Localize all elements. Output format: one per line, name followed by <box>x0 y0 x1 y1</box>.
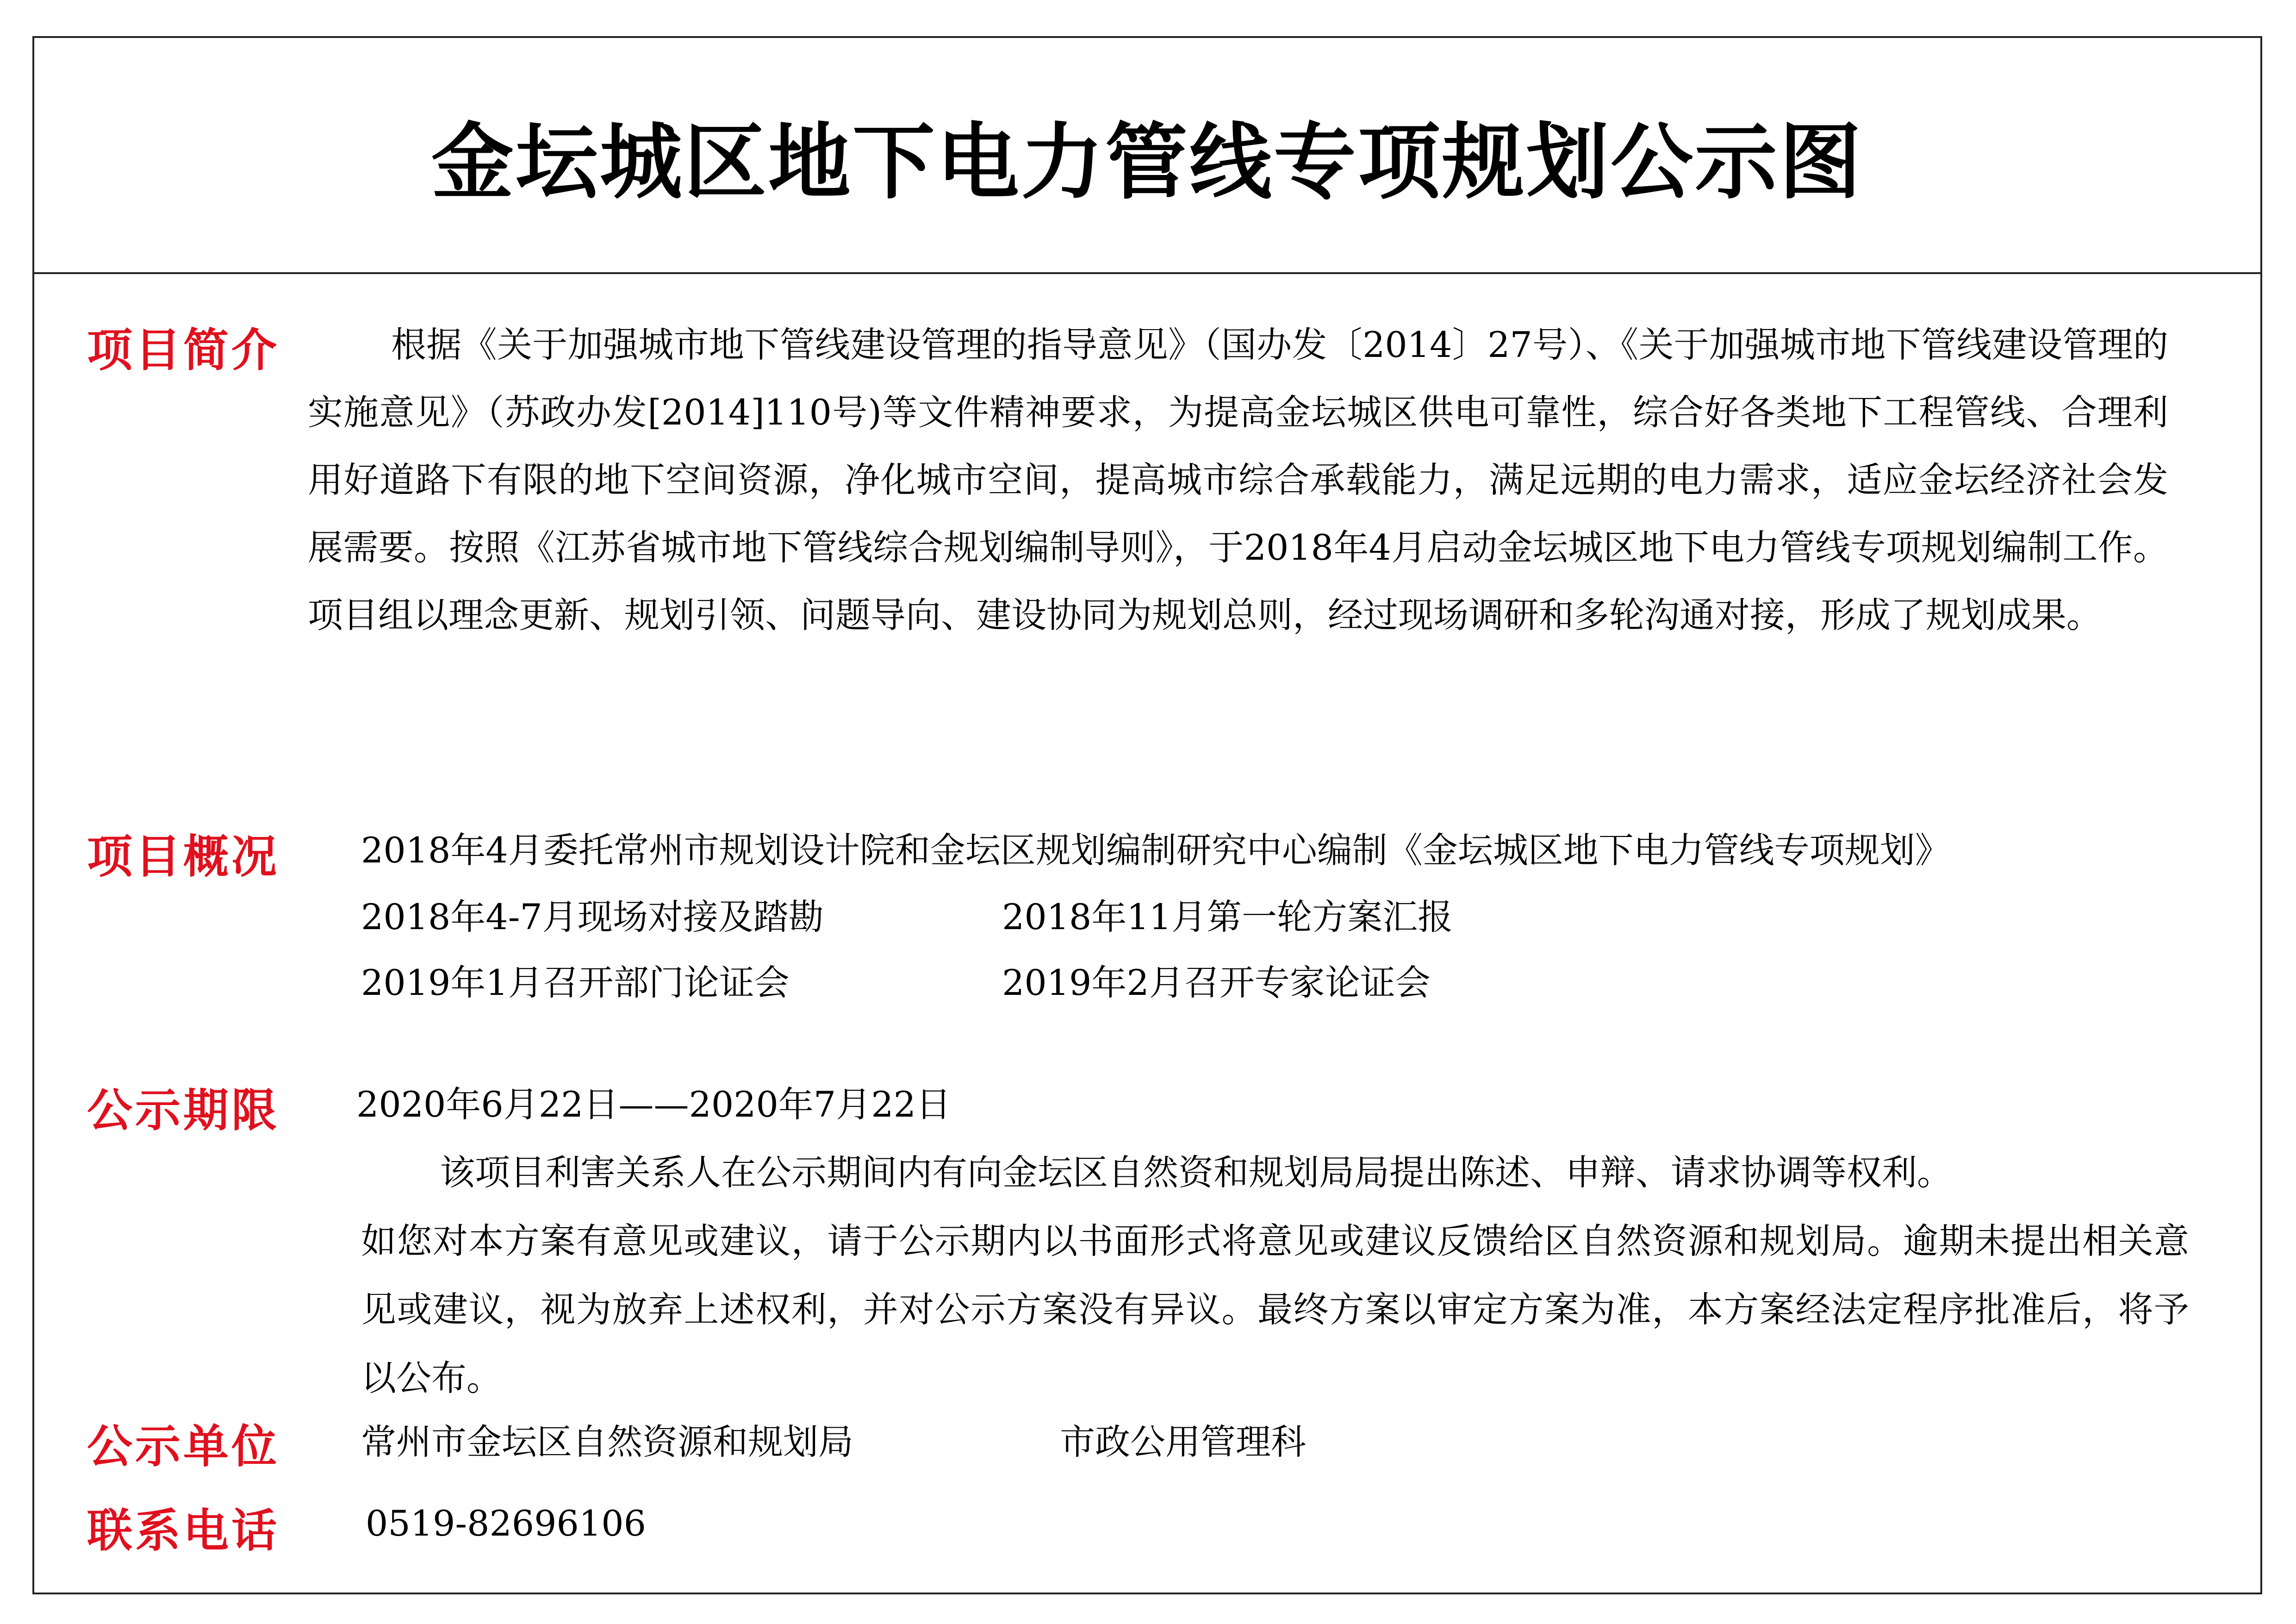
intro-label: 项目简介 <box>87 324 280 377</box>
overview-item: 2018年11月第一轮方案汇报 <box>1002 896 1453 937</box>
overview-item: 2018年4-7月现场对接及踏勘 <box>361 896 824 937</box>
period-notice-rest: 如您对本方案有意见或建议，请于公示期内以书面形式将意见或建议反馈给区自然资源和规划局。逾期未提出相关意见或建议，视为放弃上述权利，并对公示方案没有异议。最终方案以审定方案为准，本方案经法定程序批准后，将予以公布。 <box>361 1220 2189 1399</box>
period-notice-first: 该项目利害关系人在公示期间内有向金坛区自然资和规划局局提出陈述、申辩、请求协调等权利。 <box>440 1152 1952 1193</box>
unit-dept: 市政公用管理科 <box>1060 1421 1306 1462</box>
overview-item: 2019年2月召开专家论证会 <box>1002 962 1431 1003</box>
overview-label: 项目概况 <box>87 831 280 883</box>
overview-item: 2019年1月召开部门论证会 <box>361 962 790 1003</box>
unit-org: 常州市金坛区自然资源和规划局 <box>361 1421 853 1462</box>
intro-paragraph: 根据《关于加强城市地下管线建设管理的指导意见》（国办发〔2014〕27号）、《关于加强城市地下管线建设管理的实施意见》（苏政办发[2014]110号)等文件精神要求，为提高金坛城区供电可靠性，综合好各类地下工程管线、合理利用好道路下有限的地下空间资源，净化城市空间，提高城市综合承载能力，满足远期的电力需求，适应金坛经济社会发展需要。按照《江苏省城市地下管线综合规划编制导则》，于2018年4月启动金坛城区地下电力管线专项规划编制工作。项目组以理念更新、规划引领、问题导向、建设协同为规划总则，经过现场调研和多轮沟通对接，形成了规划成果。 <box>308 324 2168 636</box>
contact-label: 联系电话 <box>87 1505 280 1557</box>
overview-line: 2018年4月委托常州市规划设计院和金坛区规划编制研究中心编制《金坛城区地下电力管线专项规划》 <box>361 830 1950 871</box>
page-title: 金坛城区地下电力管线专项规划公示图 <box>431 114 1863 210</box>
unit-label: 公示单位 <box>87 1420 280 1473</box>
period-label: 公示期限 <box>87 1084 280 1137</box>
title-bar <box>34 38 2260 274</box>
contact-phone: 0519-82696106 <box>366 1503 646 1544</box>
period-dates: 2020年6月22日——2020年7月22日 <box>356 1084 951 1125</box>
